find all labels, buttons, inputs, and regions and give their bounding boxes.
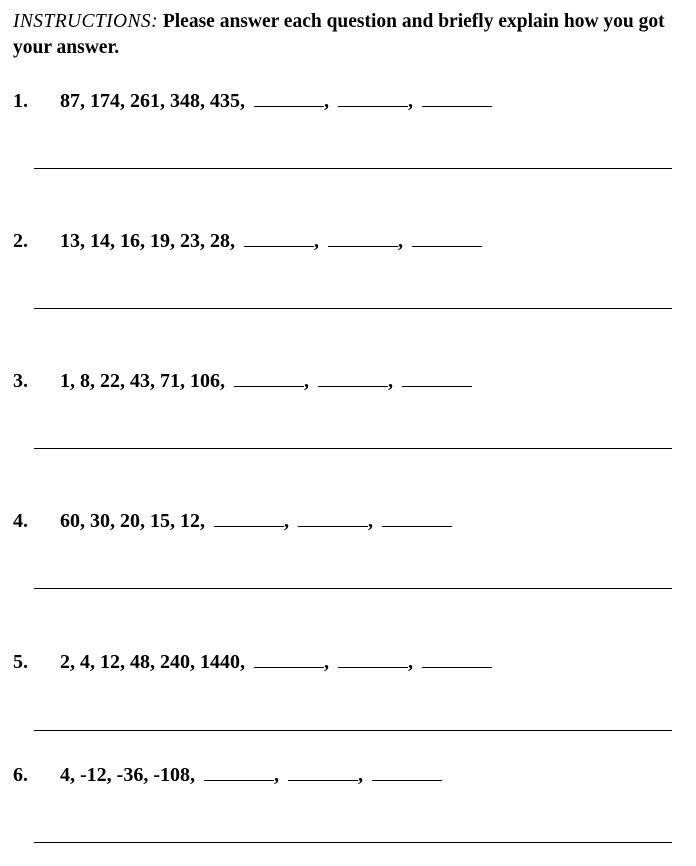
blank-separator: , [368, 510, 373, 532]
blank-separator: , [398, 230, 403, 252]
blank-separator: , [388, 370, 393, 392]
answer-blank[interactable] [298, 507, 368, 527]
answer-blank[interactable] [328, 227, 398, 247]
blank-separator: , [408, 90, 413, 112]
explanation-line[interactable] [34, 730, 672, 731]
question-5 [0, 648, 696, 738]
question-4 [0, 507, 696, 597]
explanation-line[interactable] [34, 842, 672, 843]
blank-separator: , [357, 764, 363, 786]
explanation-line[interactable] [34, 308, 672, 309]
question-sequence: 60, 30, 20, 15, 12, [60, 510, 205, 532]
answer-blank[interactable] [338, 87, 408, 107]
answer-blank[interactable] [412, 227, 482, 247]
question-line [13, 507, 452, 534]
question-number: 6. [13, 764, 28, 786]
answer-blank[interactable] [318, 367, 388, 387]
explanation-line[interactable] [34, 588, 672, 589]
question-number: 2. [13, 230, 28, 252]
question-3 [0, 367, 696, 457]
answer-blank[interactable] [244, 227, 314, 247]
blank-separator: , [284, 510, 289, 532]
blank-separator: , [314, 230, 319, 252]
question-line [13, 648, 492, 675]
question-line [13, 87, 492, 114]
instructions-label: INSTRUCTIONS: [13, 11, 158, 32]
answer-blank[interactable] [288, 761, 358, 781]
answer-blank[interactable] [254, 648, 324, 668]
answer-blank[interactable] [338, 648, 408, 668]
blank-separator: , [304, 370, 309, 392]
instructions-text: Please answer each question and briefly explain how you got your answer. [13, 11, 665, 58]
answer-blank[interactable] [422, 87, 492, 107]
question-6 [0, 761, 696, 851]
answer-blank[interactable] [372, 761, 442, 781]
blank-separator: , [324, 651, 329, 673]
answer-blank[interactable] [214, 507, 284, 527]
question-sequence: 1, 8, 22, 43, 71, 106, [60, 370, 225, 392]
blank-separator: , [273, 764, 279, 786]
answer-blank[interactable] [254, 87, 324, 107]
answer-blank[interactable] [234, 367, 304, 387]
question-sequence: 87, 174, 261, 348, 435, [60, 90, 245, 112]
question-sequence: 13, 14, 16, 19, 23, 28, [60, 230, 235, 252]
answer-blank[interactable] [402, 367, 472, 387]
instructions [13, 9, 673, 61]
question-number: 5. [13, 651, 28, 673]
question-number: 1. [13, 90, 28, 112]
question-sequence: 4, -12, -36, -108, [60, 764, 195, 786]
question-sequence: 2, 4, 12, 48, 240, 1440, [60, 651, 245, 673]
explanation-line[interactable] [34, 448, 672, 449]
question-number: 3. [13, 370, 28, 392]
question-1 [0, 87, 696, 177]
answer-blank[interactable] [382, 507, 452, 527]
blank-separator: , [408, 651, 413, 673]
question-line [13, 227, 482, 254]
question-2 [0, 227, 696, 317]
answer-blank[interactable] [204, 761, 274, 781]
answer-blank[interactable] [422, 648, 492, 668]
question-number: 4. [13, 510, 28, 532]
question-line [13, 761, 442, 788]
explanation-line[interactable] [34, 168, 672, 169]
question-line [13, 367, 472, 394]
blank-separator: , [324, 90, 329, 112]
